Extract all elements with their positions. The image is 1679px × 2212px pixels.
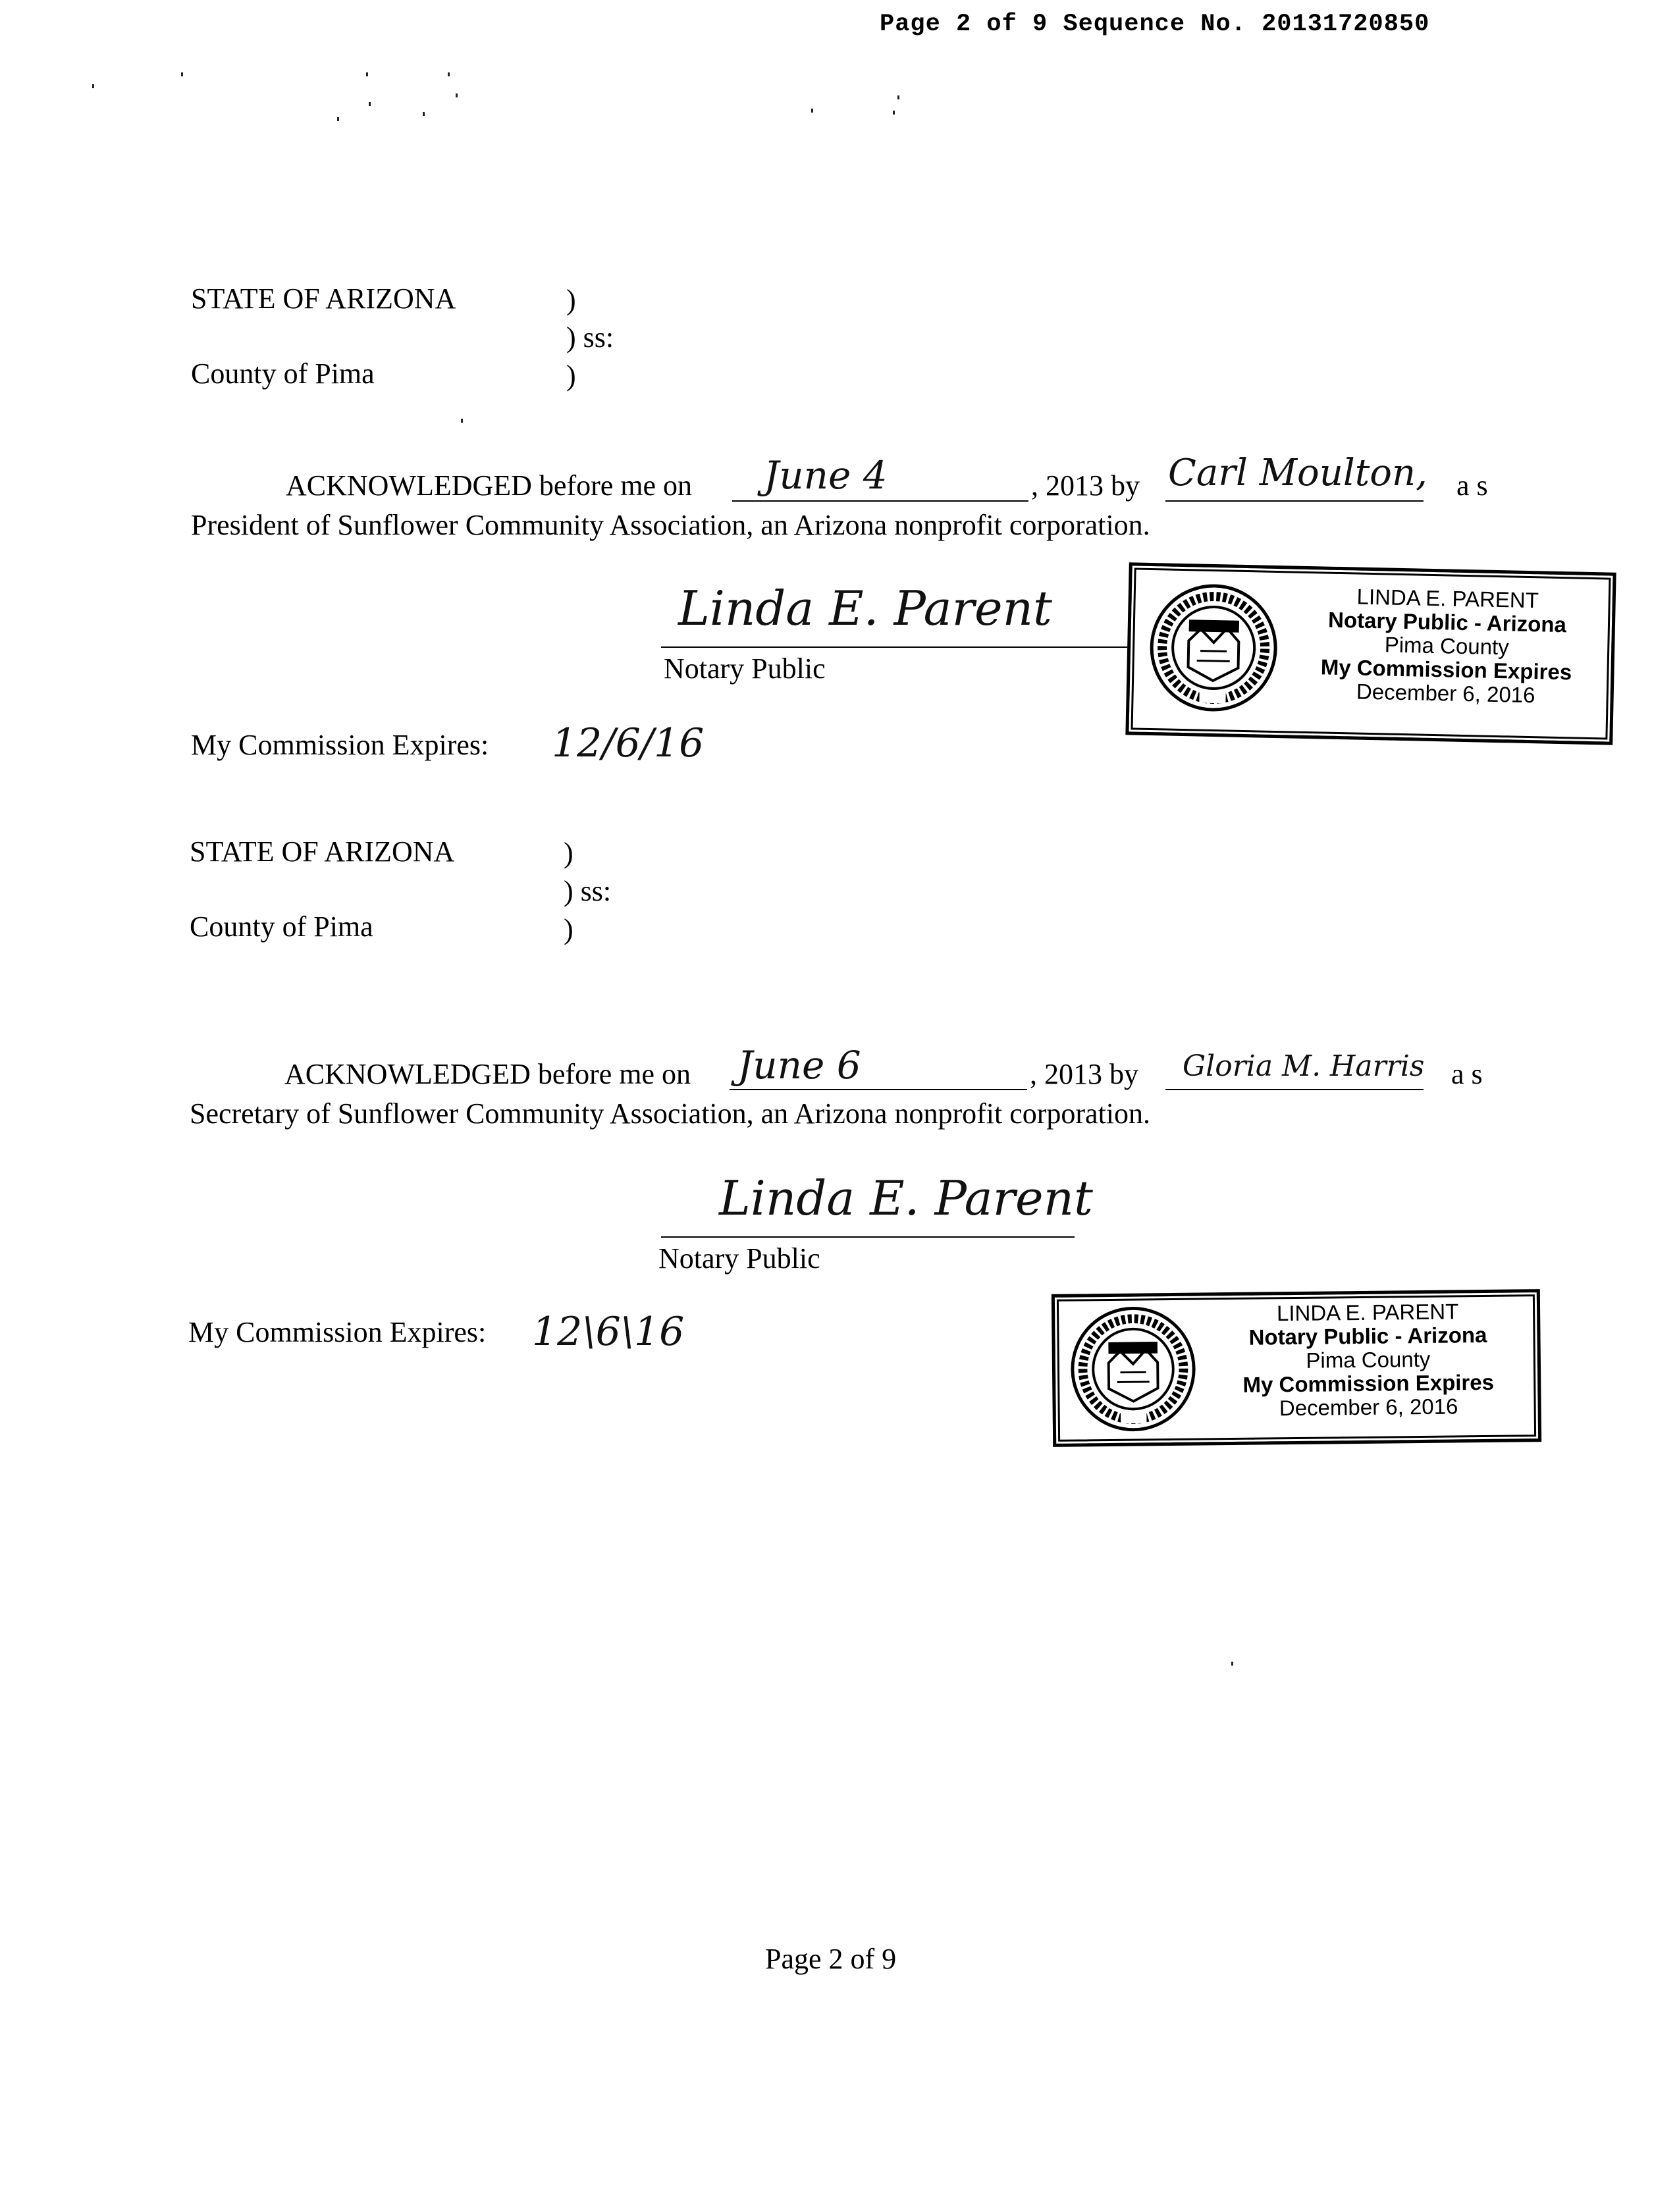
scan-speck bbox=[423, 112, 425, 116]
stamp-name: LINDA E. PARENT bbox=[1276, 1299, 1459, 1326]
venue-state: STATE OF ARIZONA bbox=[191, 282, 456, 315]
arizona-seal-icon bbox=[1068, 1304, 1198, 1435]
arizona-seal-icon bbox=[1146, 581, 1281, 715]
stamp-date: December 6, 2016 bbox=[1279, 1394, 1458, 1421]
venue-paren-top: ) bbox=[564, 837, 573, 869]
stamp-title: Notary Public - Arizona bbox=[1327, 607, 1567, 637]
stamp-commission: My Commission Expires bbox=[1320, 654, 1572, 685]
notary-public-label: Notary Public bbox=[664, 652, 826, 685]
stamp-text bbox=[1294, 584, 1599, 709]
name-blank bbox=[1165, 500, 1424, 502]
page-number-footer: Page 2 of 9 bbox=[765, 1943, 897, 1975]
scan-speck bbox=[456, 93, 458, 97]
stamp-county: Pima County bbox=[1306, 1346, 1431, 1373]
stamp-county: Pima County bbox=[1384, 632, 1510, 660]
ack-year: , 2013 by bbox=[1031, 469, 1140, 502]
venue-paren-bottom: ) bbox=[566, 359, 576, 392]
commission-expires-label: My Commission Expires: bbox=[191, 729, 489, 761]
handwritten-expiry: 12\6\16 bbox=[532, 1309, 685, 1355]
scan-speck bbox=[811, 109, 813, 113]
commission-expires-label: My Commission Expires: bbox=[188, 1316, 487, 1348]
signer-role-line: Secretary of Sunflower Community Association, an Arizona nonprofit corporation. bbox=[190, 1097, 1151, 1130]
handwritten-expiry: 12/6/16 bbox=[552, 720, 705, 766]
signer-role-line: President of Sunflower Community Association, an Arizona nonprofit corporation. bbox=[191, 509, 1150, 541]
scan-speck bbox=[181, 72, 183, 76]
scan-speck bbox=[337, 117, 339, 121]
handwritten-date: June 4 bbox=[764, 453, 888, 498]
as-word: a s bbox=[1456, 469, 1488, 502]
notary-stamp-1 bbox=[1125, 562, 1616, 745]
notary-public-label: Notary Public bbox=[658, 1242, 820, 1275]
date-blank bbox=[730, 1089, 1027, 1090]
as-word: a s bbox=[1451, 1058, 1483, 1090]
stamp-title: Notary Public - Arizona bbox=[1248, 1322, 1487, 1350]
name-blank bbox=[1165, 1089, 1424, 1090]
ack-year: , 2013 by bbox=[1030, 1058, 1138, 1090]
venue-ss: ) ss: bbox=[566, 321, 614, 354]
scan-speck bbox=[1231, 1662, 1233, 1666]
notary-signature-line bbox=[661, 1236, 1075, 1238]
venue-county: County of Pima bbox=[190, 910, 373, 943]
handwritten-date: June 6 bbox=[737, 1043, 861, 1088]
notary-stamp-2 bbox=[1052, 1289, 1541, 1447]
notary-signature-line bbox=[661, 646, 1138, 648]
venue-paren-top: ) bbox=[566, 284, 576, 316]
date-blank bbox=[732, 500, 1028, 502]
stamp-commission: My Commission Expires bbox=[1242, 1369, 1495, 1397]
venue-county: County of Pima bbox=[191, 357, 375, 390]
venue-paren-bottom: ) bbox=[564, 913, 573, 945]
stamp-name: LINDA E. PARENT bbox=[1356, 584, 1539, 613]
ack-prefix: ACKNOWLEDGED before me on bbox=[284, 1058, 691, 1090]
scan-speck bbox=[897, 95, 899, 99]
page-sequence-header: Page 2 of 9 Sequence No. 20131720850 bbox=[880, 11, 1430, 38]
scan-speck bbox=[92, 84, 94, 88]
stamp-date: December 6, 2016 bbox=[1356, 679, 1535, 708]
handwritten-signer-name: Gloria M. Harris bbox=[1183, 1049, 1425, 1083]
venue-state: STATE OF ARIZONA bbox=[190, 835, 455, 868]
scan-speck bbox=[448, 72, 450, 76]
notary-signature: Linda E. Parent bbox=[678, 581, 1052, 636]
venue-ss: ) ss: bbox=[564, 875, 612, 907]
ack-prefix: ACKNOWLEDGED before me on bbox=[286, 469, 693, 502]
stamp-text bbox=[1213, 1299, 1524, 1421]
scan-speck bbox=[893, 111, 895, 115]
scan-speck bbox=[366, 72, 368, 76]
handwritten-signer-name: Carl Moulton, bbox=[1168, 452, 1427, 494]
scan-speck bbox=[461, 419, 463, 423]
notary-signature: Linda E. Parent bbox=[719, 1171, 1093, 1226]
scan-speck bbox=[369, 102, 371, 106]
